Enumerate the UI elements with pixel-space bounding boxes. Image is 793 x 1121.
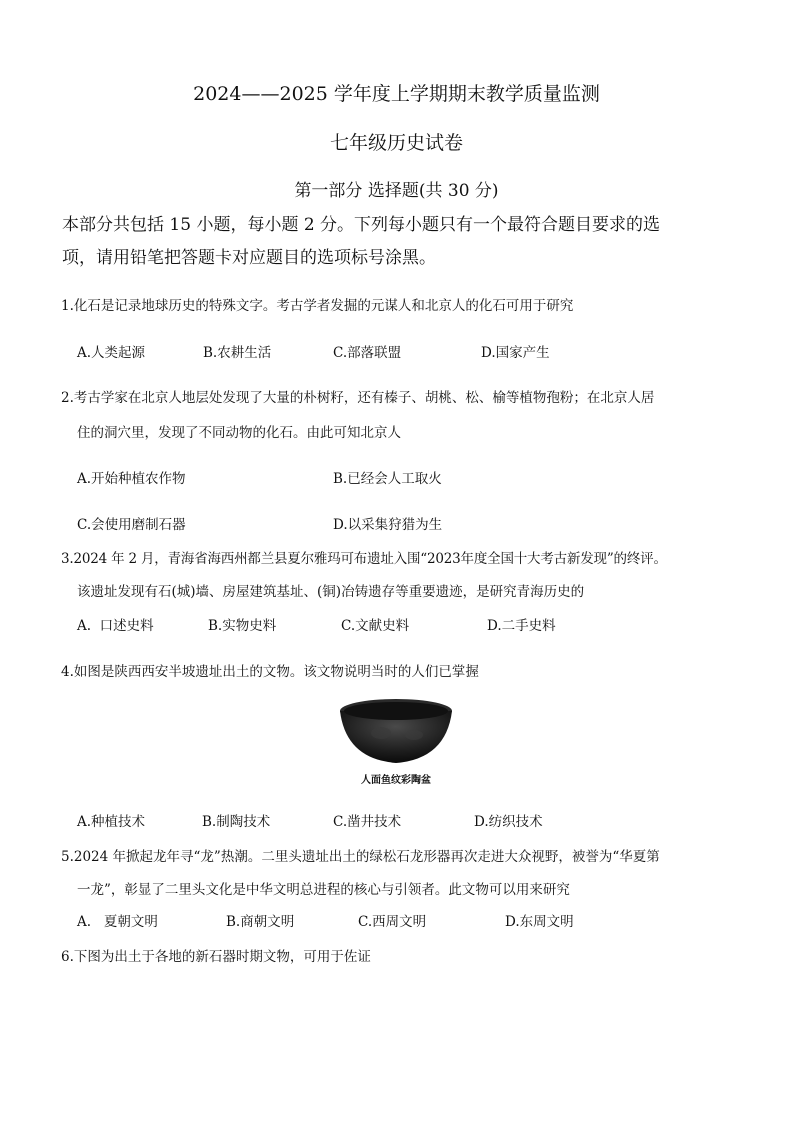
q5-option-b: B.商朝文明 <box>226 914 295 930</box>
q1-option-c: C.部落联盟 <box>333 345 402 361</box>
q3-option-b: B.实物史料 <box>208 618 277 634</box>
q2-option-a: A.开始种植农作物 <box>77 471 186 487</box>
q1-option-d: D.国家产生 <box>481 345 550 361</box>
q2-option-b: B.已经会人工取火 <box>333 471 442 487</box>
exam-subtitle: 七年级历史试卷 <box>329 132 463 154</box>
q5-option-d: D.东周文明 <box>505 914 574 930</box>
q5-option-c: C.西周文明 <box>358 914 427 930</box>
q5-option-a: A. 夏朝文明 <box>77 914 158 930</box>
question-6-stem: 6.下图为出土于各地的新石器时期文物，可用于佐证 <box>61 949 371 965</box>
question-5-stem-cont: 一龙”，彰显了二里头文化是中华文明总进程的核心与引领者。此文物可以用来研究 <box>77 882 570 898</box>
question-5-stem: 5.2024 年掀起龙年寻“龙”热潮。二里头遗址出土的绿松石龙形器再次走进大众视野，被誉为“华夏第 <box>61 849 660 865</box>
question-2-stem-cont: 住的洞穴里，发现了不同动物的化石。由此可知北京人 <box>77 425 401 441</box>
question-4-stem: 4.如图是陕西西安半坡遗址出土的文物。该文物说明当时的人们已掌握 <box>61 664 479 680</box>
q3-option-a: A. 口述史料 <box>77 618 154 634</box>
q4-option-c: C.凿井技术 <box>333 814 402 830</box>
q4-option-b: B.制陶技术 <box>202 814 271 830</box>
question-3-stem: 3.2024 年 2 月，青海省海西州都兰县夏尔雅玛可布遗址入围“2023年度全国十大考古新发现”的终评。 <box>61 551 667 567</box>
instructions-line-1: 本部分共包括 15 小题，每小题 2 分。下列每小题只有一个最符合题目要求的选 <box>62 215 661 235</box>
q4-option-a: A.种植技术 <box>77 814 146 830</box>
q2-option-c: C.会使用磨制石器 <box>77 517 186 533</box>
q1-option-b: B.农耕生活 <box>203 345 272 361</box>
exam-title: 2024——2025 学年度上学期期末教学质量监测 <box>193 83 600 105</box>
q4-option-d: D.纺织技术 <box>474 814 543 830</box>
q3-option-c: C.文献史料 <box>341 618 410 634</box>
figure-caption: 人面鱼纹彩陶盆 <box>361 775 431 786</box>
q3-option-d: D.二手史料 <box>487 618 556 634</box>
question-3-stem-cont: 该遗址发现有石(城)墙、房屋建筑基址、(铜)冶铸遗存等重要遗迹，是研究青海历史的 <box>77 584 585 600</box>
section-title: 第一部分 选择题(共 30 分) <box>294 181 499 201</box>
q2-option-d: D.以采集狩猎为生 <box>333 517 443 533</box>
bowl-icon <box>336 693 456 773</box>
instructions-line-2: 项，请用铅笔把答题卡对应题目的选项标号涂黑。 <box>62 248 436 268</box>
question-1-stem: 1.化石是记录地球历史的特殊文字。考古学者发掘的元谋人和北京人的化石可用于研究 <box>61 298 574 314</box>
question-2-stem: 2.考古学家在北京人地层处发现了大量的朴树籽，还有榛子、胡桃、松、榆等植物孢粉；在北京人居 <box>61 390 655 406</box>
q1-option-a: A.人类起源 <box>77 345 146 361</box>
